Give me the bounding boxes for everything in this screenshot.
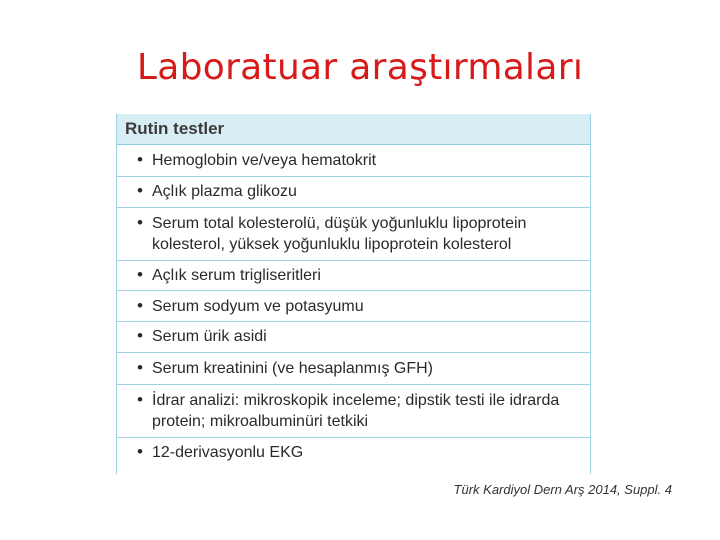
- bullet-icon: •: [137, 265, 143, 284]
- list-item: [117, 322, 590, 353]
- bullet-icon: •: [137, 442, 143, 461]
- list-item: [117, 145, 590, 177]
- list-item: [117, 438, 590, 474]
- bullet-icon: •: [137, 181, 143, 200]
- list-item-text: Açlık serum trigliseritleri: [152, 267, 321, 284]
- list-item-text: Açlık plazma glikozu: [152, 183, 297, 200]
- slide-title: Laboratuar araştırmaları: [136, 47, 584, 88]
- list-item: [117, 177, 590, 208]
- list-item-text: Serum kreatinini (ve hesaplanmış GFH): [152, 360, 433, 377]
- table-header-label: Rutin testler: [125, 119, 225, 138]
- list-item: [117, 208, 590, 261]
- bullet-icon: •: [137, 150, 143, 169]
- list-item-text: Serum ürik asidi: [152, 328, 267, 345]
- list-item: [117, 353, 590, 385]
- routine-tests-table: [116, 114, 591, 474]
- list-item: [117, 291, 590, 322]
- list-item-text: 12-derivasyonlu EKG: [152, 444, 304, 461]
- list-item-text: Serum sodyum ve potasyumu: [152, 298, 364, 315]
- list-item-text: Serum total kolesterolü, düşük yoğunluklu lipoprotein kolesterol, yüksek yoğunluklu lipoprotein kolesterol: [152, 215, 527, 253]
- citation: Türk Kardiyol Dern Arş 2014, Suppl. 4: [453, 482, 672, 497]
- bullet-icon: •: [137, 296, 143, 315]
- list-item: [117, 261, 590, 291]
- table-header: [117, 114, 590, 145]
- list-item: [117, 385, 590, 438]
- bullet-icon: •: [137, 326, 143, 345]
- list-item-text: Hemoglobin ve/veya hematokrit: [152, 152, 377, 169]
- bullet-icon: •: [137, 390, 143, 409]
- list-item-text: İdrar analizi: mikroskopik inceleme; dipstik testi ile idrarda protein; mikroalbuminüri tetkiki: [152, 392, 560, 430]
- bullet-icon: •: [137, 358, 143, 377]
- bullet-icon: •: [137, 213, 143, 232]
